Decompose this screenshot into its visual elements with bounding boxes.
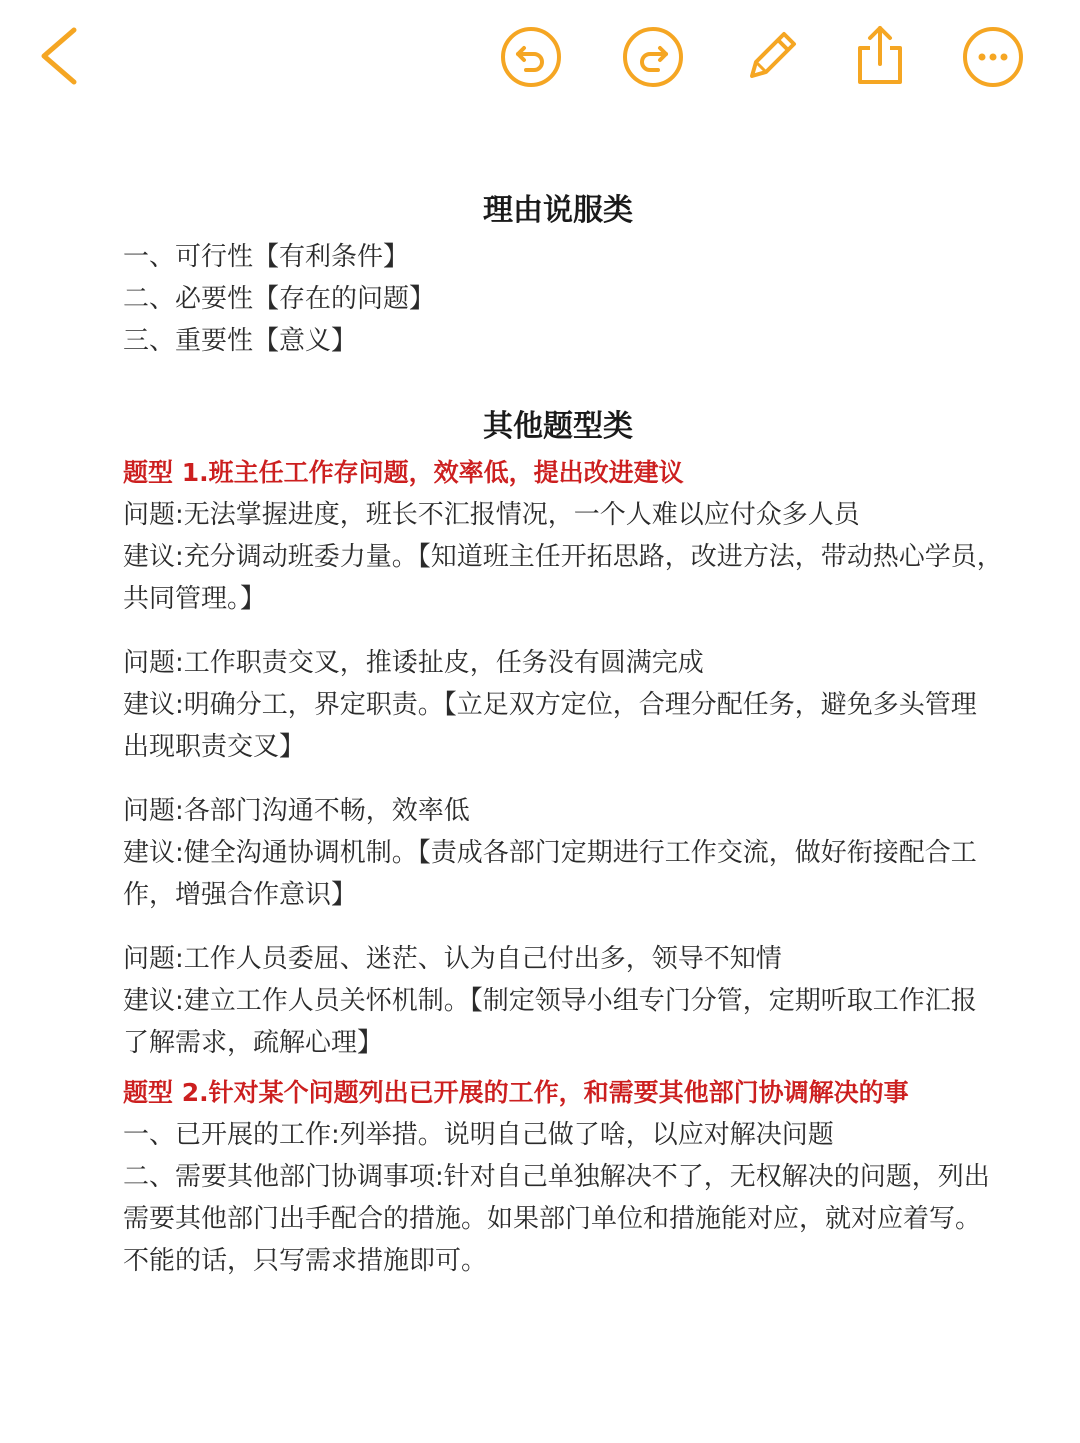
suggestion-line: 出现职责交叉】 — [123, 732, 306, 762]
list-item: 二、必要性【存在的问题】 — [123, 284, 436, 314]
type2-heading: 题型 2.针对某个问题列出已开展的工作，和需要其他部门协调解决的事 — [123, 1078, 909, 1107]
list-item: 一、可行性【有利条件】 — [123, 242, 410, 272]
problem-line: 问题:各部门沟通不畅，效率低 — [123, 796, 470, 826]
share-icon[interactable] — [852, 24, 908, 88]
type2-line: 二、需要其他部门协调事项:针对自己单独解决不了，无权解决的问题，列出 — [123, 1162, 990, 1192]
problem-line: 问题:无法掌握进度，班长不汇报情况，一个人难以应付众多人员 — [123, 500, 860, 530]
problem-line: 问题:工作职责交叉，推诿扯皮，任务没有圆满完成 — [123, 648, 704, 678]
type2-line: 不能的话，只写需求措施即可。 — [123, 1246, 488, 1276]
suggestion-line: 了解需求，疏解心理】 — [123, 1028, 384, 1058]
redo-icon[interactable] — [622, 26, 684, 88]
note-content[interactable] — [123, 186, 1003, 1282]
undo-icon[interactable] — [500, 26, 562, 88]
suggestion-line: 建议:充分调动班委力量。【知道班主任开拓思路，改进方法，带动热心学员， — [123, 542, 1003, 572]
section-title-reasons: 理由说服类 — [483, 193, 633, 228]
top-toolbar — [0, 0, 1080, 120]
problem-line: 问题:工作人员委屈、迷茫、认为自己付出多，领导不知情 — [123, 944, 782, 974]
suggestion-line: 建议:健全沟通协调机制。【责成各部门定期进行工作交流，做好衔接配合工 — [123, 838, 977, 868]
type2-line: 一、已开展的工作:列举措。说明自己做了啥，以应对解决问题 — [123, 1120, 834, 1150]
more-icon[interactable] — [962, 26, 1024, 88]
section-title-other-types: 其他题型类 — [483, 409, 633, 444]
back-icon[interactable] — [36, 26, 84, 86]
suggestion-line: 建议:建立工作人员关怀机制。【制定领导小组专门分管，定期听取工作汇报 — [123, 986, 977, 1016]
type2-line: 需要其他部门出手配合的措施。如果部门单位和措施能对应，就对应着写。 — [123, 1204, 982, 1234]
suggestion-line: 共同管理。】 — [123, 584, 267, 614]
pencil-icon[interactable] — [742, 26, 802, 86]
suggestion-line: 建议:明确分工，界定职责。【立足双方定位，合理分配任务，避免多头管理 — [123, 690, 977, 720]
list-item: 三、重要性【意义】 — [123, 326, 358, 356]
type1-heading: 题型 1.班主任工作存问题，效率低，提出改进建议 — [123, 458, 684, 487]
suggestion-line: 作，增强合作意识】 — [123, 880, 358, 910]
